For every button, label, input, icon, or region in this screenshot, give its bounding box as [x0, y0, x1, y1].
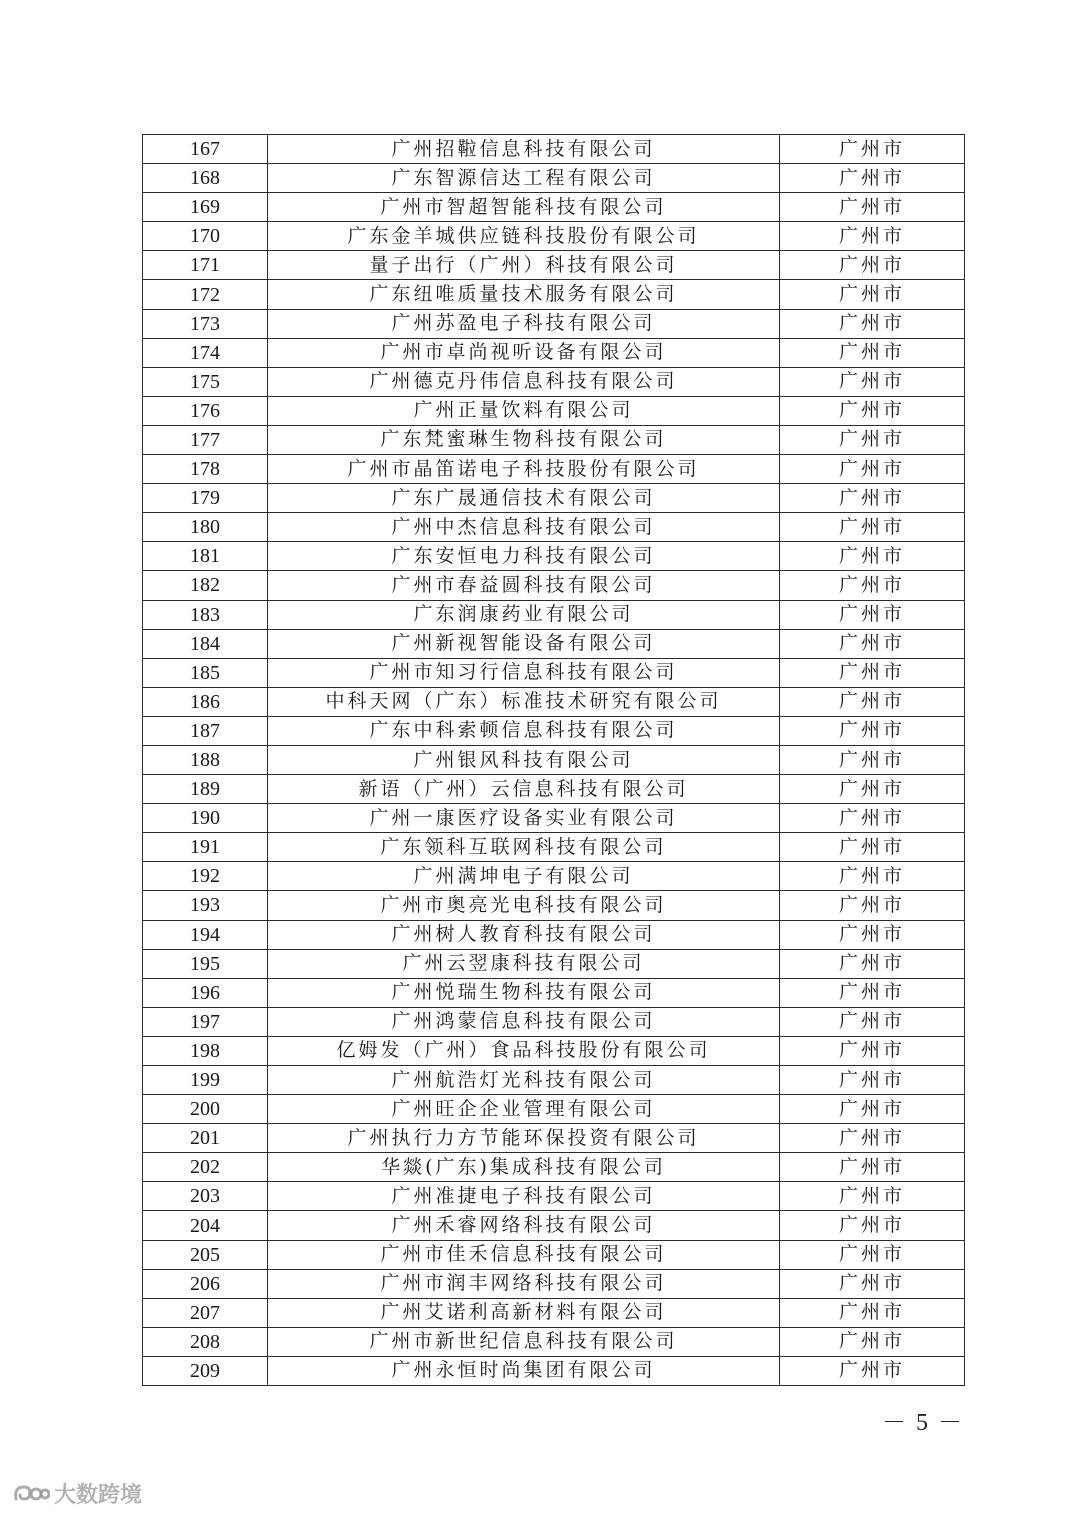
company-name-cell: 广州准捷电子科技有限公司 — [268, 1182, 780, 1211]
row-number-cell: 198 — [143, 1036, 268, 1065]
company-name-cell: 广州市卓尚视听设备有限公司 — [268, 338, 780, 367]
city-cell: 广州市 — [780, 396, 965, 425]
row-number-cell: 208 — [143, 1327, 268, 1356]
city-cell: 广州市 — [780, 1269, 965, 1298]
city-cell: 广州市 — [780, 1124, 965, 1153]
table-row — [143, 425, 965, 454]
city-cell: 广州市 — [780, 1211, 965, 1240]
table-row — [143, 251, 965, 280]
company-name-cell: 广东智源信达工程有限公司 — [268, 164, 780, 193]
table-row — [143, 1182, 965, 1211]
company-name-cell: 广州市新世纪信息科技有限公司 — [268, 1327, 780, 1356]
table-row — [143, 1356, 965, 1385]
watermark-text: 大数跨境 — [54, 1483, 143, 1508]
company-name-cell: 广东金羊城供应链科技股份有限公司 — [268, 222, 780, 251]
company-name-cell: 广州招鞡信息科技有限公司 — [268, 135, 780, 164]
watermark-logo-icon — [10, 1479, 50, 1509]
table-row — [143, 745, 965, 774]
company-name-cell: 新语（广州）云信息科技有限公司 — [268, 775, 780, 804]
table-row — [143, 571, 965, 600]
table-row — [143, 716, 965, 745]
row-number-cell: 200 — [143, 1095, 268, 1124]
row-number-cell: 174 — [143, 338, 268, 367]
city-cell: 广州市 — [780, 193, 965, 222]
company-name-cell: 广州悦瑞生物科技有限公司 — [268, 978, 780, 1007]
row-number-cell: 169 — [143, 193, 268, 222]
row-number-cell: 175 — [143, 367, 268, 396]
company-name-cell: 广州满坤电子有限公司 — [268, 862, 780, 891]
company-name-cell: 广州市润丰网络科技有限公司 — [268, 1269, 780, 1298]
city-cell: 广州市 — [780, 1153, 965, 1182]
table-row — [143, 367, 965, 396]
table-row — [143, 1327, 965, 1356]
row-number-cell: 202 — [143, 1153, 268, 1182]
row-number-cell: 184 — [143, 629, 268, 658]
company-name-cell: 广东润康药业有限公司 — [268, 600, 780, 629]
row-number-cell: 172 — [143, 280, 268, 309]
company-name-cell: 广州鸿蒙信息科技有限公司 — [268, 1007, 780, 1036]
city-cell: 广州市 — [780, 1298, 965, 1327]
city-cell: 广州市 — [780, 745, 965, 774]
table-row — [143, 1036, 965, 1065]
city-cell: 广州市 — [780, 949, 965, 978]
row-number-cell: 182 — [143, 571, 268, 600]
company-name-cell: 量子出行（广州）科技有限公司 — [268, 251, 780, 280]
table-row — [143, 687, 965, 716]
table-row — [143, 396, 965, 425]
company-name-cell: 广东安恒电力科技有限公司 — [268, 542, 780, 571]
row-number-cell: 196 — [143, 978, 268, 1007]
city-cell: 广州市 — [780, 1182, 965, 1211]
table-row — [143, 833, 965, 862]
table-row — [143, 891, 965, 920]
city-cell: 广州市 — [780, 658, 965, 687]
table-body — [143, 135, 965, 1386]
row-number-cell: 197 — [143, 1007, 268, 1036]
city-cell: 广州市 — [780, 1036, 965, 1065]
row-number-cell: 186 — [143, 687, 268, 716]
company-name-cell: 广州永恒时尚集团有限公司 — [268, 1356, 780, 1385]
row-number-cell: 201 — [143, 1124, 268, 1153]
city-cell: 广州市 — [780, 484, 965, 513]
row-number-cell: 203 — [143, 1182, 268, 1211]
city-cell: 广州市 — [780, 833, 965, 862]
table-row — [143, 164, 965, 193]
company-name-cell: 广州市佳禾信息科技有限公司 — [268, 1240, 780, 1269]
company-name-cell: 广州中杰信息科技有限公司 — [268, 513, 780, 542]
table-row — [143, 135, 965, 164]
row-number-cell: 199 — [143, 1066, 268, 1095]
row-number-cell: 179 — [143, 484, 268, 513]
table-row — [143, 484, 965, 513]
company-name-cell: 广州银风科技有限公司 — [268, 745, 780, 774]
city-cell: 广州市 — [780, 251, 965, 280]
table-row — [143, 1095, 965, 1124]
city-cell: 广州市 — [780, 367, 965, 396]
city-cell: 广州市 — [780, 280, 965, 309]
company-name-cell: 广东广晟通信技术有限公司 — [268, 484, 780, 513]
row-number-cell: 206 — [143, 1269, 268, 1298]
row-number-cell: 189 — [143, 775, 268, 804]
row-number-cell: 191 — [143, 833, 268, 862]
table-row — [143, 1211, 965, 1240]
company-name-cell: 广州德克丹伟信息科技有限公司 — [268, 367, 780, 396]
company-name-cell: 广州市知习行信息科技有限公司 — [268, 658, 780, 687]
company-name-cell: 广州一康医疗设备实业有限公司 — [268, 804, 780, 833]
row-number-cell: 207 — [143, 1298, 268, 1327]
row-number-cell: 177 — [143, 425, 268, 454]
watermark — [10, 1478, 142, 1509]
row-number-cell: 171 — [143, 251, 268, 280]
row-number-cell: 187 — [143, 716, 268, 745]
company-name-cell: 广东梵蜜琳生物科技有限公司 — [268, 425, 780, 454]
row-number-cell: 170 — [143, 222, 268, 251]
table-row — [143, 1124, 965, 1153]
company-name-cell: 华燚(广东)集成科技有限公司 — [268, 1153, 780, 1182]
row-number-cell: 176 — [143, 396, 268, 425]
table-row — [143, 542, 965, 571]
table-row — [143, 775, 965, 804]
city-cell: 广州市 — [780, 222, 965, 251]
company-name-cell: 广州禾睿网络科技有限公司 — [268, 1211, 780, 1240]
company-name-cell: 中科天网（广东）标准技术研究有限公司 — [268, 687, 780, 716]
table-row — [143, 1269, 965, 1298]
city-cell: 广州市 — [780, 1240, 965, 1269]
company-name-cell: 广州新视智能设备有限公司 — [268, 629, 780, 658]
row-number-cell: 195 — [143, 949, 268, 978]
table-row — [143, 978, 965, 1007]
table-row — [143, 1153, 965, 1182]
company-name-cell: 广州市春益圆科技有限公司 — [268, 571, 780, 600]
company-name-cell: 广州市晶笛诺电子科技股份有限公司 — [268, 455, 780, 484]
table-row — [143, 1298, 965, 1327]
city-cell: 广州市 — [780, 164, 965, 193]
row-number-cell: 193 — [143, 891, 268, 920]
table-row — [143, 280, 965, 309]
city-cell: 广州市 — [780, 542, 965, 571]
table-row — [143, 513, 965, 542]
city-cell: 广州市 — [780, 425, 965, 454]
row-number-cell: 168 — [143, 164, 268, 193]
company-name-cell: 广州执行力方节能环保投资有限公司 — [268, 1124, 780, 1153]
company-list-table — [142, 134, 965, 1386]
city-cell: 广州市 — [780, 135, 965, 164]
table-row — [143, 309, 965, 338]
city-cell: 广州市 — [780, 600, 965, 629]
row-number-cell: 178 — [143, 455, 268, 484]
company-name-cell: 广东领科互联网科技有限公司 — [268, 833, 780, 862]
city-cell: 广州市 — [780, 1066, 965, 1095]
row-number-cell: 183 — [143, 600, 268, 629]
city-cell: 广州市 — [780, 1327, 965, 1356]
company-name-cell: 广州艾诺利高新材料有限公司 — [268, 1298, 780, 1327]
row-number-cell: 194 — [143, 920, 268, 949]
company-name-cell: 广州旺企企业管理有限公司 — [268, 1095, 780, 1124]
city-cell: 广州市 — [780, 571, 965, 600]
row-number-cell: 185 — [143, 658, 268, 687]
table-row — [143, 222, 965, 251]
company-name-cell: 广东纽唯质量技术服务有限公司 — [268, 280, 780, 309]
table-row — [143, 629, 965, 658]
table-row — [143, 1007, 965, 1036]
city-cell: 广州市 — [780, 1356, 965, 1385]
row-number-cell: 181 — [143, 542, 268, 571]
row-number-cell: 209 — [143, 1356, 268, 1385]
city-cell: 广州市 — [780, 455, 965, 484]
row-number-cell: 173 — [143, 309, 268, 338]
city-cell: 广州市 — [780, 513, 965, 542]
city-cell: 广州市 — [780, 804, 965, 833]
city-cell: 广州市 — [780, 1007, 965, 1036]
table-row — [143, 1066, 965, 1095]
company-name-cell: 广州正量饮料有限公司 — [268, 396, 780, 425]
table-row — [143, 658, 965, 687]
city-cell: 广州市 — [780, 338, 965, 367]
table-row — [143, 862, 965, 891]
row-number-cell: 204 — [143, 1211, 268, 1240]
city-cell: 广州市 — [780, 309, 965, 338]
city-cell: 广州市 — [780, 1095, 965, 1124]
city-cell: 广州市 — [780, 920, 965, 949]
table-row — [143, 1240, 965, 1269]
row-number-cell: 188 — [143, 745, 268, 774]
city-cell: 广州市 — [780, 978, 965, 1007]
company-name-cell: 亿姆发（广州）食品科技股份有限公司 — [268, 1036, 780, 1065]
city-cell: 广州市 — [780, 716, 965, 745]
city-cell: 广州市 — [780, 775, 965, 804]
company-name-cell: 广州云翌康科技有限公司 — [268, 949, 780, 978]
table-row — [143, 455, 965, 484]
city-cell: 广州市 — [780, 687, 965, 716]
row-number-cell: 180 — [143, 513, 268, 542]
city-cell: 广州市 — [780, 891, 965, 920]
city-cell: 广州市 — [780, 629, 965, 658]
company-name-cell: 广州市智超智能科技有限公司 — [268, 193, 780, 222]
company-name-cell: 广州苏盈电子科技有限公司 — [268, 309, 780, 338]
company-name-cell: 广州市奥亮光电科技有限公司 — [268, 891, 780, 920]
table-row — [143, 920, 965, 949]
city-cell: 广州市 — [780, 862, 965, 891]
row-number-cell: 167 — [143, 135, 268, 164]
table-row — [143, 193, 965, 222]
company-name-cell: 广东中科索顿信息科技有限公司 — [268, 716, 780, 745]
table-row — [143, 600, 965, 629]
row-number-cell: 192 — [143, 862, 268, 891]
page-number: － 5 － — [882, 1410, 964, 1436]
company-name-cell: 广州航浩灯光科技有限公司 — [268, 1066, 780, 1095]
row-number-cell: 205 — [143, 1240, 268, 1269]
company-name-cell: 广州树人教育科技有限公司 — [268, 920, 780, 949]
table-row — [143, 804, 965, 833]
row-number-cell: 190 — [143, 804, 268, 833]
table-row — [143, 338, 965, 367]
table-row — [143, 949, 965, 978]
